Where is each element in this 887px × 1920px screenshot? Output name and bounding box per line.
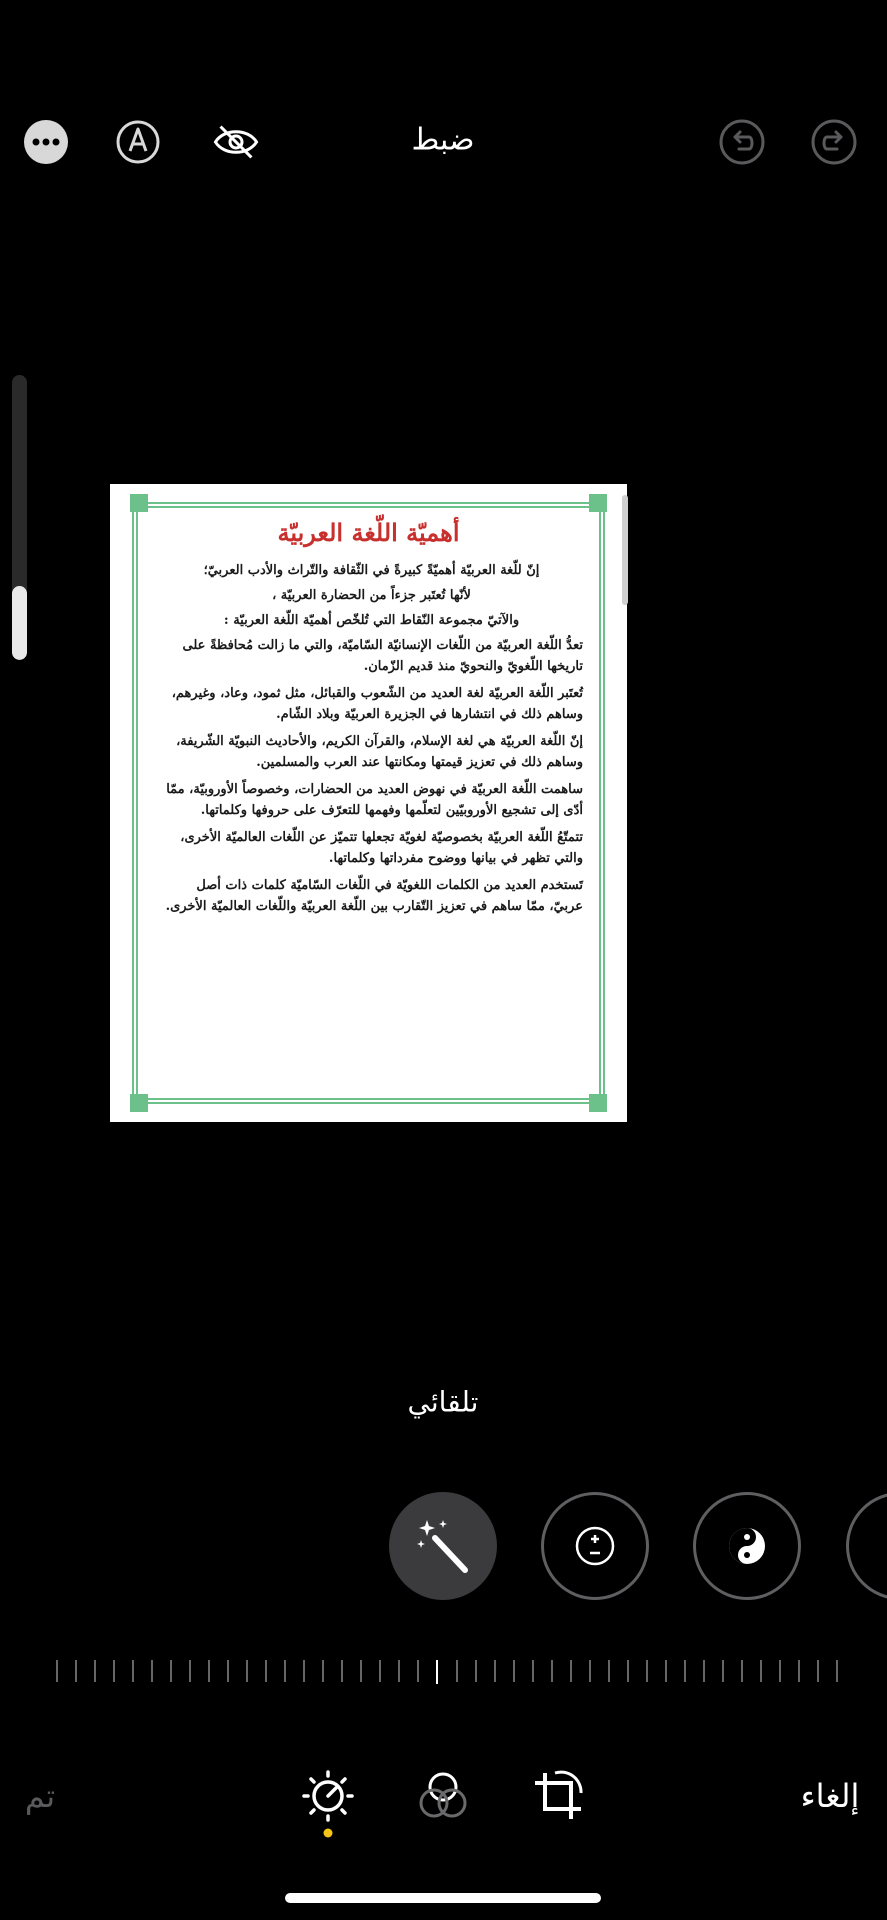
- auto-enhance-button[interactable]: [389, 1492, 497, 1600]
- ruler-tick: [494, 1660, 496, 1682]
- ruler-tick: [246, 1660, 248, 1682]
- doc-point: تتمتّعُ اللّغة العربيّة بخصوصيّة لغويّة تجعلها تتميّز عن اللّغات العالميّة الأخرى، والتي تظهر في بيانها ووضوح مفرداتها وكلماتها.: [180, 830, 583, 866]
- eye-slash-icon: [212, 120, 260, 164]
- ruler-tick: [551, 1660, 553, 1682]
- doc-corner-ornament: [130, 1094, 148, 1112]
- doc-point: إنّ اللّغة العربيّة هي لغة الإسلام، والقرآن الكريم، والأحاديث النبويّة الشّريفة، وساهم ذلك في تعزيز قيمتها ومكانتها عند العرب والمسلمين.: [176, 734, 583, 770]
- cancel-button[interactable]: إلغاء: [800, 1777, 860, 1815]
- side-slider[interactable]: [12, 375, 27, 660]
- markup-button[interactable]: [114, 118, 162, 166]
- doc-title: أهميّة اللّغة العربيّة: [277, 518, 460, 547]
- ruler-tick: [703, 1660, 705, 1682]
- ruler-tick: [227, 1660, 229, 1682]
- ruler-tick: [817, 1660, 819, 1682]
- ruler-tick: [360, 1660, 362, 1682]
- ruler-tick: [113, 1660, 115, 1682]
- ruler-tick: [646, 1660, 648, 1682]
- exposure-button[interactable]: [541, 1492, 649, 1600]
- magic-wand-icon: [413, 1516, 473, 1576]
- ruler-tick: [284, 1660, 286, 1682]
- doc-point: ساهمت اللّغة العربيّة في نهوض العديد من الحضارات، وخصوصاً الأوروبيّة، ممّا أدّى إلى تشجيع الأوروبيّين لتعلّمها وفهمها للتعرّف على حروفها وكلماتها.: [166, 782, 583, 818]
- done-button[interactable]: تم: [24, 1777, 56, 1815]
- ruler-tick: [684, 1660, 686, 1682]
- ruler-tick: [189, 1660, 191, 1682]
- redo-icon: [811, 119, 857, 165]
- ruler-tick: [570, 1660, 572, 1682]
- doc-body: [160, 560, 583, 923]
- ruler-tick: [836, 1660, 838, 1682]
- doc-corner-ornament: [589, 1094, 607, 1112]
- ruler-tick: [436, 1660, 438, 1684]
- ruler-tick: [665, 1660, 667, 1682]
- ruler-tick: [303, 1660, 305, 1682]
- ruler-tick: [56, 1660, 58, 1682]
- ruler-tick: [798, 1660, 800, 1682]
- ruler-tick: [779, 1660, 781, 1682]
- ruler-tick: [741, 1660, 743, 1682]
- adjust-tab[interactable]: [300, 1768, 356, 1824]
- ruler-tick: [475, 1660, 477, 1682]
- ellipsis-circle-icon: [23, 119, 69, 165]
- ruler-tick: [322, 1660, 324, 1682]
- doc-line: إنّ للّغة العربيّة أهميّةً كبيرةً في الثّقافة والتّراث والأدب العربيّ؛: [203, 563, 540, 578]
- ruler-tick: [94, 1660, 96, 1682]
- ruler-tick: [170, 1660, 172, 1682]
- adjust-dial-icon: [300, 1768, 356, 1824]
- side-slider-fill: [12, 586, 27, 660]
- next-tool-button[interactable]: [846, 1492, 887, 1600]
- ruler-tick: [722, 1660, 724, 1682]
- page-title: ضبط: [411, 122, 475, 158]
- ruler-tick: [151, 1660, 153, 1682]
- page-edge-strip: [622, 495, 628, 605]
- more-button[interactable]: [22, 118, 70, 166]
- ruler-tick: [398, 1660, 400, 1682]
- doc-corner-ornament: [130, 494, 148, 512]
- doc-point: تُعتَبر اللّغة العربيّة لغة العديد من الشّعوب والقبائل، مثل ثمود، وعاد، وغيرهم، وساهم ذلك في انتشارها في الجزيرة العربيّة وبلاد الشّام.: [171, 686, 583, 722]
- ruler-tick: [456, 1660, 458, 1682]
- filters-tab[interactable]: [415, 1768, 471, 1824]
- ruler-tick: [760, 1660, 762, 1682]
- doc-corner-ornament: [589, 494, 607, 512]
- undo-icon: [719, 119, 765, 165]
- brilliance-button[interactable]: [693, 1492, 801, 1600]
- ruler-tick: [627, 1660, 629, 1682]
- ruler-tick: [132, 1660, 134, 1682]
- brilliance-icon: [725, 1524, 769, 1568]
- crop-rotate-icon: [531, 1769, 585, 1823]
- ruler-tick: [608, 1660, 610, 1682]
- doc-line: لأنّها تُعتَبر جزءاً من الحضارة العربيّة ،: [272, 588, 471, 603]
- exposure-icon: [573, 1524, 617, 1568]
- ruler-tick: [513, 1660, 515, 1682]
- active-tab-indicator: [324, 1829, 333, 1838]
- markup-pen-icon: [115, 119, 161, 165]
- hide-button[interactable]: [212, 118, 260, 166]
- undo-button[interactable]: [718, 118, 766, 166]
- ruler-tick: [341, 1660, 343, 1682]
- filters-icon: [416, 1769, 470, 1823]
- home-indicator: [285, 1893, 601, 1903]
- adjustment-ruler[interactable]: [56, 1660, 836, 1684]
- crop-tab[interactable]: [530, 1768, 586, 1824]
- adjustment-label: تلقائي: [407, 1385, 479, 1419]
- doc-line: والآتيّ مجموعة النّقاط التي تُلخّص أهميّة اللّغة العربيّة :: [223, 613, 520, 628]
- ruler-tick: [589, 1660, 591, 1682]
- ruler-tick: [265, 1660, 267, 1682]
- doc-point: تعدُّ اللّغة العربيّة من اللّغات الإنسانيّة السّاميّة، والتي ما زالت مُحافظةً على تاريخها اللّغويّ والنحويّ منذ قديم الزّمان.: [182, 638, 583, 674]
- photo-canvas[interactable]: [110, 484, 627, 1122]
- redo-button[interactable]: [810, 118, 858, 166]
- ruler-tick: [379, 1660, 381, 1682]
- ruler-tick: [532, 1660, 534, 1682]
- ruler-tick: [417, 1660, 419, 1682]
- doc-point: تَستخدم العديد من الكلمات اللغويّة في اللّغات السّاميّة كلمات ذات أصل عربيّ، ممّا ساهم في تعزيز التّقارب بين اللّغة العربيّة واللّغات العالميّة الأخرى.: [165, 878, 583, 914]
- ruler-tick: [208, 1660, 210, 1682]
- ruler-tick: [75, 1660, 77, 1682]
